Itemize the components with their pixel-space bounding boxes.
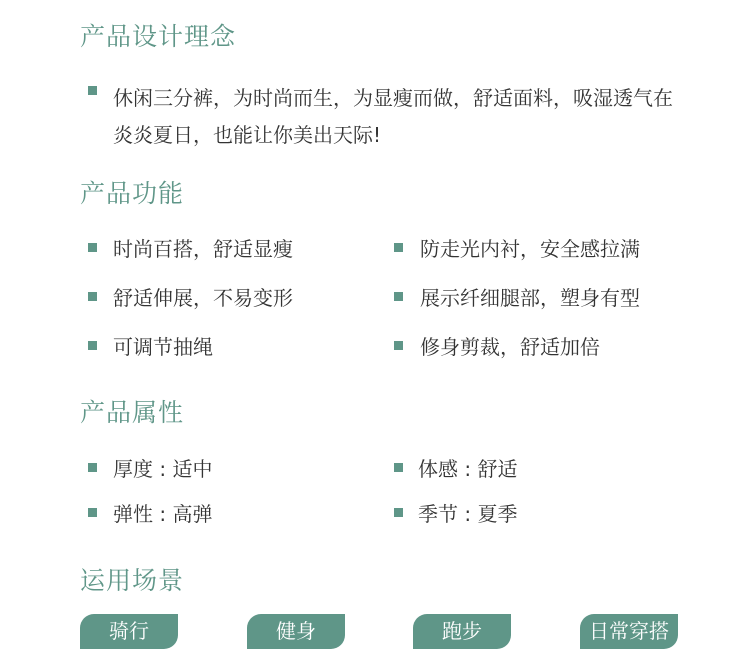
attribute-item: 弹性 : 高弹 — [113, 502, 213, 526]
scene-tag-cycling[interactable]: 骑行 — [80, 614, 178, 649]
scene-tag-running[interactable]: 跑步 — [413, 614, 511, 649]
bullet-icon — [88, 243, 97, 252]
bullet-icon — [88, 341, 97, 350]
bullet-icon — [394, 292, 403, 301]
bullet-icon — [88, 86, 97, 95]
product-function-title: 产品功能 — [80, 179, 185, 208]
bullet-icon — [394, 508, 403, 517]
usage-scenes-title: 运用场景 — [80, 566, 185, 595]
bullet-icon — [394, 463, 403, 472]
function-item: 展示纤细腿部，塑身有型 — [420, 286, 640, 310]
attribute-item: 体感 : 舒适 — [418, 457, 518, 481]
bullet-icon — [394, 341, 403, 350]
design-concept-title: 产品设计理念 — [80, 22, 237, 51]
attribute-item: 厚度 : 适中 — [113, 457, 213, 481]
product-attributes-title: 产品属性 — [80, 398, 185, 427]
function-item: 修身剪裁，舒适加倍 — [420, 335, 600, 359]
attribute-item: 季节 : 夏季 — [418, 502, 518, 526]
function-item: 时尚百搭，舒适显瘦 — [113, 237, 293, 261]
scene-tag-daily-wear[interactable]: 日常穿搭 — [580, 614, 678, 649]
scene-tag-fitness[interactable]: 健身 — [247, 614, 345, 649]
bullet-icon — [88, 508, 97, 517]
bullet-icon — [88, 292, 97, 301]
bullet-icon — [88, 463, 97, 472]
function-item: 防走光内衬，安全感拉满 — [420, 237, 640, 261]
bullet-icon — [394, 243, 403, 252]
function-item: 可调节抽绳 — [113, 335, 213, 359]
function-item: 舒适伸展，不易变形 — [113, 286, 293, 310]
design-concept-text: 休闲三分裤，为时尚而生，为显瘦而做，舒适面料，吸湿透气在炎炎夏日，也能让你美出天际! — [113, 86, 673, 147]
